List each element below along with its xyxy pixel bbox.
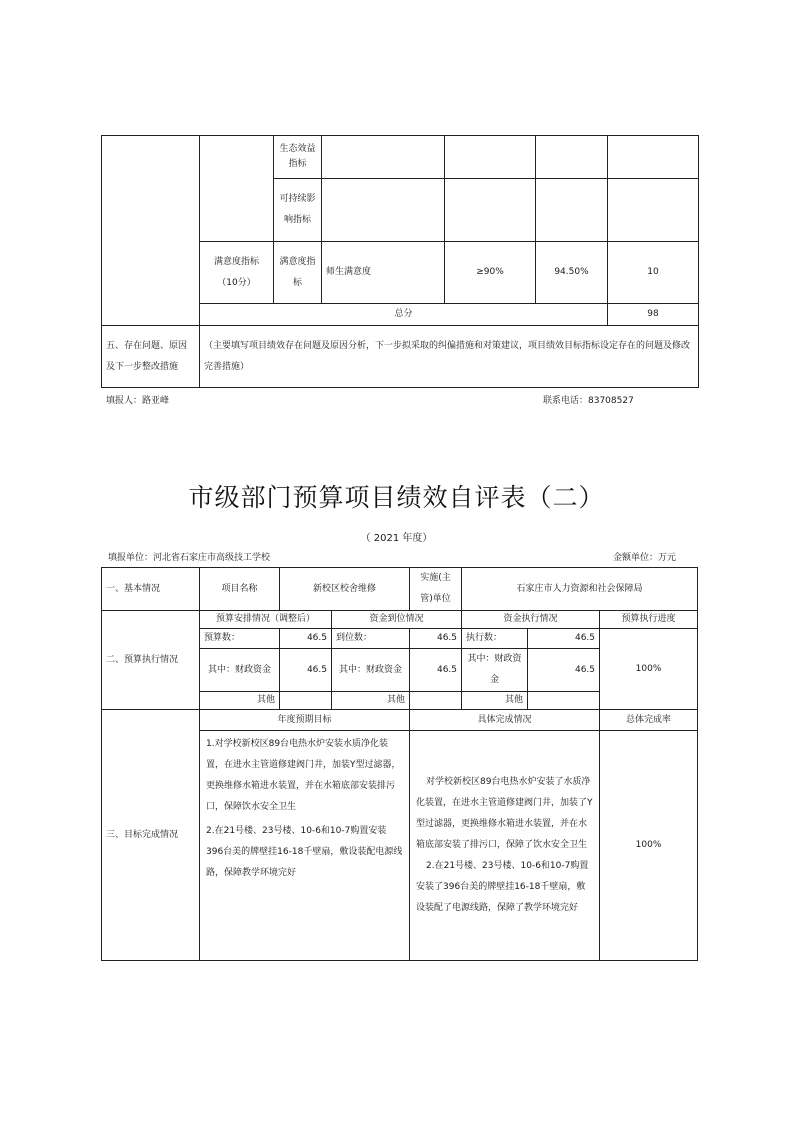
progress-header: 预算执行进度 [600,611,698,629]
exec-fin-label: 其中：财政资金 [462,649,528,692]
exec-num: 46.5 [528,629,600,649]
sustain-indicator-label: 可持续影响指标 [274,179,322,242]
project-name: 新校区校舍维修 [280,568,410,611]
eco-indicator-label: 生态效益指标 [274,136,322,179]
arrival-header: 资金到位情况 [332,611,462,629]
goal-text [200,731,410,961]
exec-fin: 46.5 [528,649,600,692]
section-budget-execution: 二、预算执行情况 [102,611,200,710]
indicator-table [101,135,699,388]
section-goal-completion: 三、目标完成情况 [102,710,200,961]
satisfaction-category: 满意度指标（10分） [200,242,274,304]
impl-unit-label: 实施(主管)单位 [410,568,462,611]
project-name-label: 项目名称 [200,568,280,611]
satisfaction-item: 师生满意度 [322,242,445,304]
progress-value: 100% [600,629,698,710]
problems-text: （主要填写项目绩效存在问题及原因分析，下一步拟采取的纠偏措施和对策建议，项目绩效目标指标设定存在的问题及修改完善措施） [200,326,699,388]
problems-label: 五、存在问题、原因及下一步整改措施 [102,326,200,388]
section-basic-info: 一、基本情况 [102,568,200,611]
result-text-1: 对学校新校区89台电热水炉安装了水质净化装置，在进水主管道修建阀门井，加装了Y型过滤器，更换维修水箱进水装置，并在水箱底部安装了排污口，保障了饮水安全卫生 [416,777,593,850]
self-evaluation-table [101,567,698,961]
arrival-fin: 46.5 [410,649,462,692]
filler-name: 填报人：路亚峰 [106,396,170,406]
goal-text-1: 1.对学校新校区89台电热水炉安装水质净化装置，在进水主管道修建阀门井，加装Y型过滤器，更换维修水箱进水装置，并在水箱底部安装排污口，保障饮水安全卫生 [206,739,401,812]
exec-num-label: 执行数： [462,629,528,649]
total-label: 总分 [200,304,608,326]
budget-header: 预算安排情况（调整后） [200,611,332,629]
satisfaction-subcategory: 满意度指标 [274,242,322,304]
result-text-2: 2.在21号楼、23号楼、10-6和10-7购置安装了396台美的牌壁挂16-18千壁扇，敷设装配了电源线路，保障了教学环境完好 [416,861,589,913]
budget-other-label: 其他 [200,692,280,710]
execution-header: 资金执行情况 [462,611,600,629]
money-unit: 金额单位：万元 [613,553,677,563]
arrival-num: 46.5 [410,629,462,649]
report-year: （ 2021 年度） [360,533,433,544]
budget-fin-label: 其中：财政资金 [200,649,280,692]
rate-header: 总体完成率 [600,710,698,731]
goal-text-2: 2.在21号楼、23号楼、10-6和10-7购置安装396台美的牌壁挂16-18千壁扇，敷设装配电源线路，保障教学环境完好 [206,826,403,878]
result-text [410,731,600,961]
contact-phone: 联系电话：83708527 [543,396,634,406]
blank-category-cell [102,136,200,326]
budget-num-label: 预算数： [200,629,280,649]
blank-subcategory-cell [200,136,274,242]
arrival-other-label: 其他 [332,692,410,710]
arrival-num-label: 到位数： [332,629,410,649]
reporting-unit: 填报单位：河北省石家庄市高级技工学校 [108,553,271,563]
rate-value: 100% [600,731,698,961]
page-title: 市级部门预算项目绩效自评表（二） [188,483,605,512]
total-value: 98 [608,304,699,326]
satisfaction-target: ≥90% [445,242,536,304]
satisfaction-actual: 94.50% [536,242,608,304]
budget-num: 46.5 [280,629,332,649]
goal-header: 年度预期目标 [200,710,410,731]
budget-fin: 46.5 [280,649,332,692]
arrival-fin-label: 其中：财政资金 [332,649,410,692]
impl-unit: 石家庄市人力资源和社会保障局 [462,568,698,611]
satisfaction-score: 10 [608,242,699,304]
exec-other-label: 其他 [462,692,528,710]
result-header: 具体完成情况 [410,710,600,731]
